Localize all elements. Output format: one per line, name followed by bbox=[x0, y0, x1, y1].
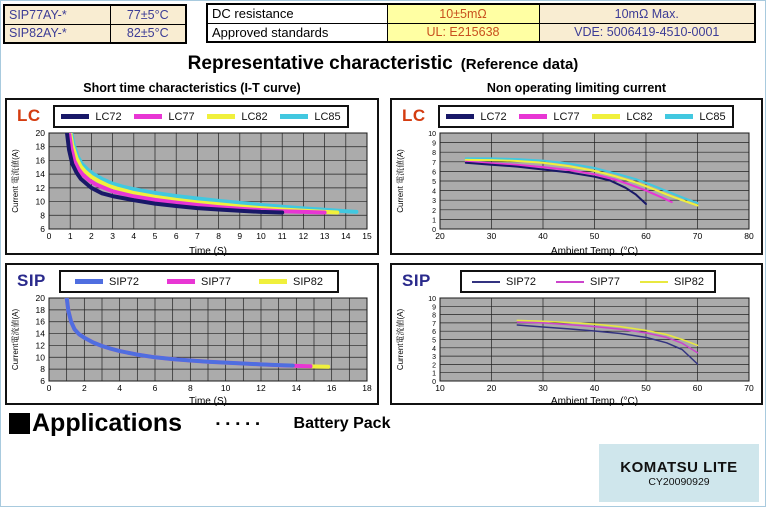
x-tick-label: 40 bbox=[538, 231, 548, 241]
legend-label: SIP77 bbox=[590, 275, 620, 288]
legend-label: LC77 bbox=[168, 110, 195, 123]
x-axis-title: Time (S) bbox=[189, 246, 227, 257]
x-tick-label: 2 bbox=[81, 383, 87, 393]
x-tick-label: 10 bbox=[220, 383, 231, 393]
legend-item-lc82 bbox=[207, 111, 267, 123]
y-tick-label: 2 bbox=[432, 207, 436, 215]
y-tick-label: 8 bbox=[40, 210, 45, 221]
x-tick-label: 20 bbox=[435, 231, 445, 241]
chart-legend bbox=[460, 270, 716, 293]
x-tick-label: 8 bbox=[187, 383, 193, 393]
line-chart bbox=[9, 295, 377, 407]
legend-line-swatch bbox=[280, 114, 308, 119]
column-heading-right: Non operating limiting current bbox=[486, 81, 667, 95]
y-tick-label: 1 bbox=[432, 217, 436, 225]
legend-label: LC85 bbox=[314, 110, 341, 123]
line-chart bbox=[9, 130, 377, 257]
y-tick-label: 12 bbox=[35, 340, 45, 351]
legend-label: SIP77 bbox=[201, 275, 231, 288]
y-tick-label: 7 bbox=[432, 159, 436, 167]
x-tick-label: 3 bbox=[110, 231, 115, 241]
page-title bbox=[1, 53, 765, 75]
x-tick-label: 1 bbox=[67, 231, 73, 241]
specs-table bbox=[206, 3, 756, 43]
y-tick-label: 10 bbox=[35, 196, 45, 207]
x-tick-label: 16 bbox=[326, 383, 337, 393]
x-tick-label: 30 bbox=[538, 383, 548, 393]
x-tick-label: 4 bbox=[131, 231, 137, 241]
legend-label: SIP72 bbox=[506, 275, 536, 288]
y-tick-label: 9 bbox=[432, 304, 436, 312]
legend-label: SIP82 bbox=[293, 275, 323, 288]
x-tick-label: 7 bbox=[195, 231, 200, 241]
y-tick-label: 6 bbox=[40, 224, 45, 234]
chart-legend bbox=[53, 105, 349, 128]
x-tick-label: 0 bbox=[46, 383, 52, 393]
y-tick-label: 4 bbox=[432, 345, 436, 353]
legend-item-lc85 bbox=[280, 111, 340, 123]
model-temp: 82±5°C bbox=[110, 24, 186, 43]
y-axis-title: Current電流値(A) bbox=[11, 308, 20, 371]
doc-code: CY20090929 bbox=[648, 475, 710, 488]
legend-item-sip82 bbox=[259, 276, 323, 288]
y-tick-label: 14 bbox=[35, 328, 45, 339]
legend-label: SIP82 bbox=[674, 275, 704, 288]
chart-panel-sip-limiting-current bbox=[390, 263, 763, 405]
y-tick-label: 18 bbox=[35, 141, 45, 152]
y-tick-label: 7 bbox=[432, 320, 436, 328]
legend-label: LC77 bbox=[553, 110, 580, 123]
y-tick-label: 18 bbox=[35, 304, 45, 315]
x-tick-label: 12 bbox=[298, 231, 309, 241]
x-tick-label: 60 bbox=[641, 231, 651, 241]
x-tick-label: 70 bbox=[744, 383, 754, 393]
legend-line-swatch bbox=[472, 281, 500, 283]
x-tick-label: 50 bbox=[641, 383, 651, 393]
y-tick-label: 4 bbox=[432, 188, 436, 196]
y-tick-label: 20 bbox=[35, 130, 45, 138]
chart-group-label: SIP bbox=[17, 271, 46, 290]
x-tick-label: 13 bbox=[319, 231, 330, 241]
x-tick-label: 20 bbox=[486, 383, 497, 393]
y-tick-label: 10 bbox=[35, 352, 45, 363]
legend-line-swatch bbox=[134, 114, 162, 119]
legend-item-sip72 bbox=[75, 276, 139, 288]
x-tick-label: 15 bbox=[362, 231, 372, 241]
spec-label: Approved standards bbox=[207, 23, 387, 42]
legend-line-swatch bbox=[556, 281, 584, 283]
legend-line-swatch bbox=[61, 114, 89, 119]
y-tick-label: 1 bbox=[432, 370, 436, 378]
y-tick-label: 8 bbox=[40, 364, 45, 375]
y-tick-label: 5 bbox=[432, 179, 436, 186]
model-name: SIP77AY-* bbox=[4, 5, 110, 24]
legend-item-lc77 bbox=[134, 111, 194, 123]
y-tick-label: 3 bbox=[432, 354, 436, 362]
spec-value-primary: UL: E215638 bbox=[387, 23, 539, 42]
legend-line-swatch bbox=[207, 114, 235, 119]
applications-row bbox=[9, 409, 390, 438]
legend-line-swatch bbox=[519, 114, 547, 119]
chart-group-label: LC bbox=[17, 106, 41, 125]
y-axis-title: Current電流値(A) bbox=[396, 308, 405, 371]
legend-label: LC85 bbox=[699, 110, 726, 123]
spec-value-secondary: 10mΩ Max. bbox=[539, 4, 755, 23]
x-tick-label: 10 bbox=[256, 231, 266, 241]
x-tick-label: 5 bbox=[152, 231, 158, 241]
x-tick-label: 4 bbox=[117, 383, 123, 393]
y-tick-label: 20 bbox=[35, 295, 45, 303]
x-tick-label: 80 bbox=[744, 231, 754, 241]
legend-item-lc77 bbox=[519, 111, 579, 123]
spec-value-secondary: VDE: 5006419-4510-0001 bbox=[539, 23, 755, 42]
x-tick-label: 50 bbox=[589, 231, 600, 241]
table-row bbox=[207, 4, 755, 23]
spec-label: DC resistance bbox=[207, 4, 387, 23]
line-chart bbox=[394, 130, 761, 257]
y-tick-label: 6 bbox=[432, 329, 436, 337]
y-tick-label: 14 bbox=[35, 169, 45, 180]
chart-group-label: LC bbox=[402, 106, 426, 125]
y-axis-title: Current 電流値(A) bbox=[11, 149, 20, 213]
black-square-bullet-icon bbox=[9, 413, 30, 434]
legend-line-swatch bbox=[592, 114, 620, 119]
x-tick-label: 8 bbox=[216, 231, 221, 241]
y-tick-label: 0 bbox=[432, 227, 436, 234]
y-tick-label: 5 bbox=[432, 337, 436, 345]
brand-name: KOMATSU LITE bbox=[620, 458, 738, 476]
y-tick-label: 6 bbox=[40, 376, 45, 386]
line-chart bbox=[394, 295, 761, 407]
chart-panel-sip-it-curve bbox=[5, 263, 379, 405]
chart-legend bbox=[438, 105, 734, 128]
legend-label: SIP72 bbox=[109, 275, 139, 288]
column-heading-left: Short time characteristics (I-T curve) bbox=[83, 81, 301, 95]
legend-item-lc72 bbox=[61, 111, 121, 123]
legend-label: LC82 bbox=[626, 110, 653, 123]
legend-label: LC72 bbox=[480, 110, 507, 123]
x-tick-label: 40 bbox=[589, 383, 600, 393]
model-temp: 77±5°C bbox=[110, 5, 186, 24]
y-tick-label: 9 bbox=[432, 140, 436, 148]
y-tick-label: 16 bbox=[35, 155, 45, 166]
chart-group-label: SIP bbox=[402, 271, 431, 290]
x-axis-title: Ambient Temp. (°C) bbox=[550, 246, 639, 257]
x-tick-label: 10 bbox=[435, 383, 445, 393]
table-row bbox=[4, 24, 186, 43]
y-tick-label: 3 bbox=[432, 198, 436, 206]
x-tick-label: 0 bbox=[46, 231, 52, 241]
chart-legend bbox=[59, 270, 339, 293]
y-tick-label: 0 bbox=[432, 379, 436, 386]
applications-heading: Applications bbox=[32, 409, 183, 437]
legend-item-sip82 bbox=[640, 276, 704, 288]
x-tick-label: 9 bbox=[237, 231, 243, 241]
legend-item-lc72 bbox=[446, 111, 506, 123]
spec-value-primary: 10±5mΩ bbox=[387, 4, 539, 23]
y-tick-label: 12 bbox=[35, 182, 45, 193]
x-tick-label: 30 bbox=[486, 231, 497, 241]
applications-value: Battery Pack bbox=[293, 414, 391, 432]
x-tick-label: 14 bbox=[291, 383, 302, 393]
legend-item-sip77 bbox=[556, 276, 620, 288]
legend-item-sip72 bbox=[472, 276, 536, 288]
legend-line-swatch bbox=[75, 279, 103, 284]
legend-item-sip77 bbox=[167, 276, 231, 288]
x-tick-label: 6 bbox=[152, 383, 158, 393]
x-tick-label: 18 bbox=[362, 383, 372, 393]
y-tick-label: 8 bbox=[432, 312, 436, 320]
x-tick-label: 2 bbox=[89, 231, 94, 241]
brand-box bbox=[599, 444, 759, 502]
x-tick-label: 11 bbox=[277, 231, 287, 241]
legend-line-swatch bbox=[665, 114, 693, 119]
legend-label: LC82 bbox=[241, 110, 268, 123]
x-tick-label: 6 bbox=[173, 231, 179, 241]
x-axis-title: Time (S) bbox=[189, 396, 227, 407]
legend-line-swatch bbox=[167, 279, 195, 284]
y-tick-label: 8 bbox=[432, 150, 436, 158]
y-tick-label: 10 bbox=[428, 296, 436, 303]
page-title-main: Representative characteristic bbox=[187, 53, 453, 74]
x-tick-label: 14 bbox=[341, 231, 351, 241]
page-title-sub: (Reference data) bbox=[460, 56, 579, 73]
chart-panel-lc-limiting-current bbox=[390, 98, 763, 255]
y-tick-label: 2 bbox=[432, 362, 436, 370]
table-row bbox=[207, 23, 755, 42]
x-tick-label: 60 bbox=[692, 383, 703, 393]
legend-item-lc85 bbox=[665, 111, 725, 123]
x-axis-title: Ambient Temp. (°C) bbox=[550, 396, 639, 407]
legend-item-lc82 bbox=[592, 111, 652, 123]
model-name: SIP82AY-* bbox=[4, 24, 110, 43]
x-tick-label: 12 bbox=[256, 383, 266, 393]
dots-separator: ▪▪▪▪▪ bbox=[216, 417, 266, 430]
legend-label: LC72 bbox=[95, 110, 122, 123]
chart-panel-lc-it-curve bbox=[5, 98, 379, 255]
y-tick-label: 6 bbox=[432, 169, 436, 177]
x-tick-label: 70 bbox=[692, 231, 703, 241]
legend-line-swatch bbox=[446, 114, 474, 119]
y-axis-title: Current 電流値(A) bbox=[396, 149, 405, 213]
legend-line-swatch bbox=[640, 281, 668, 283]
y-tick-label: 16 bbox=[35, 316, 45, 327]
legend-line-swatch bbox=[259, 279, 287, 284]
model-temp-table bbox=[3, 4, 187, 44]
y-tick-label: 10 bbox=[428, 131, 436, 138]
table-row bbox=[4, 5, 186, 24]
